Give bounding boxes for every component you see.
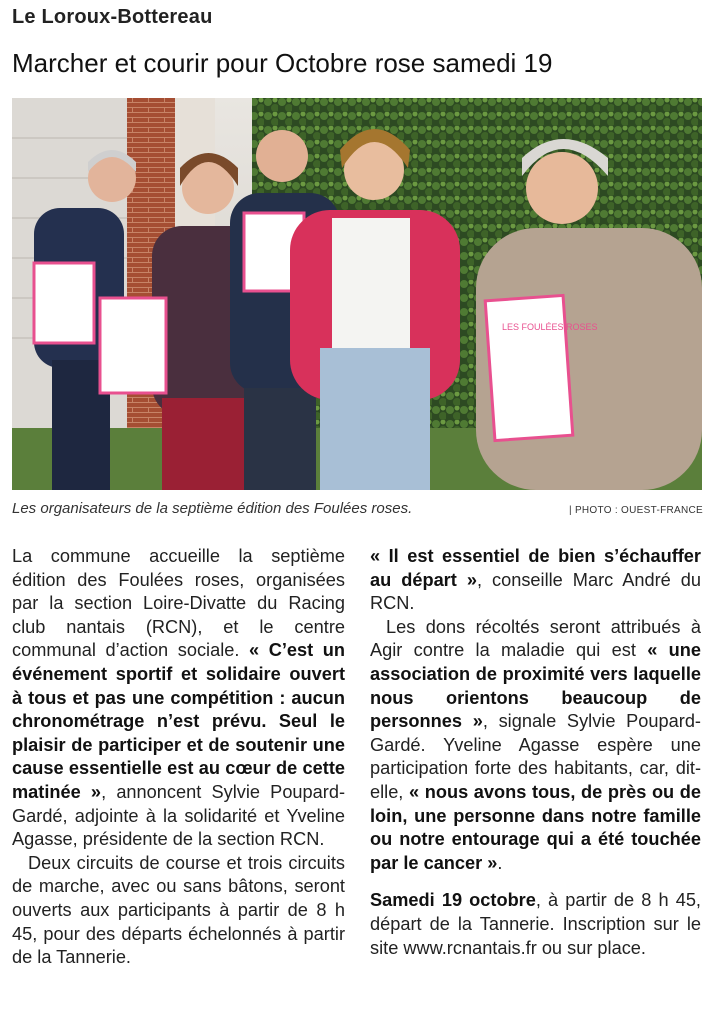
paragraph: Les dons récoltés seront attribués à Agir contre la maladie qui est « une association de proximité vers laquelle nous orientons beaucoup de personnes », signale Sylvie Poupard-Gardé. Yveline Agasse espère une participation forte des habitants, car, dit-elle, « nous avons tous, de près ou de loin, une personne dans notre famille ou notre entourage qui a été touchée par le cancer ». — [370, 616, 702, 873]
article-photo — [12, 98, 702, 490]
article-column-2 — [370, 545, 701, 960]
info-paragraph: Samedi 19 octobre, à partir de 8 h 45, départ de la Tannerie. Inscription sur le site www.rcnantais.fr ou sur place. — [370, 890, 701, 958]
article-column-1 — [12, 545, 345, 970]
article-headline: Marcher et courir pour Octobre rose samedi 19 — [12, 48, 553, 78]
paragraph: La commune accueille la septième édition des Foulées roses, organisées par la section Loire-Divatte du Racing club nantais (RCN), et le centre communal d’action sociale. « C’est un événement sportif et solidaire ouvert à tous et pas une compétition : aucun chronométrage n’est prévu. Seul le plaisir de participer et de soutenir une cause essentielle est au cœur de cette matinée », annoncent Sylvie Poupard-Gardé, adjointe à la solidarité et Yveline Agasse, présidente de la section RCN. — [12, 546, 346, 850]
paragraph: Deux circuits de course et trois circuits de marche, avec ou sans bâtons, seront ouverts aux participants à partir de 8 h 45, pour des départs échelonnés à partir de la Tannerie. — [12, 852, 345, 968]
svg-text:LES FOULÉES ROSES: LES FOULÉES ROSES — [502, 322, 598, 332]
paragraph: « Il est essentiel de bien s’échauffer au départ », conseille Marc André du RCN. — [370, 546, 701, 614]
article-kicker: Le Loroux-Bottereau — [12, 6, 213, 28]
photo-caption: Les organisateurs de la septième édition des Foulées roses. — [12, 500, 413, 517]
photo-credit: | PHOTO : OUEST-FRANCE — [568, 505, 703, 516]
